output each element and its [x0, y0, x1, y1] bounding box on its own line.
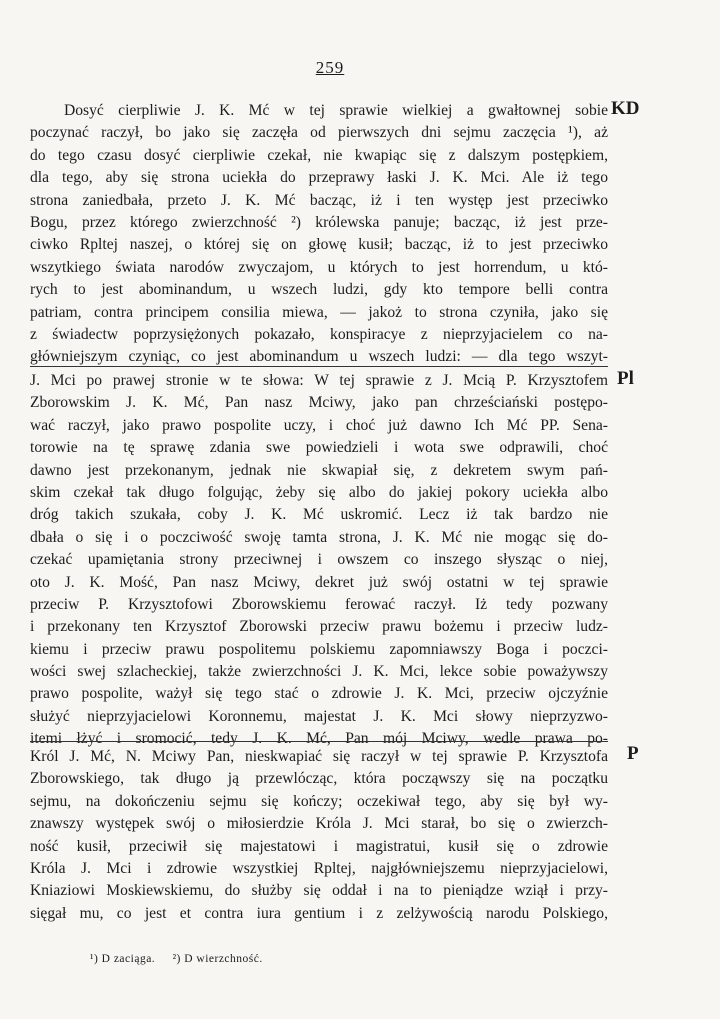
- text-line: znawszy występek swój o miłosierdzie Króla J. Mci starał, bo się o zwierzch-: [30, 815, 608, 833]
- text-line: Bogu, przez którego zwierzchność ²) królewska panuje; bacząc, iż jest prze-: [30, 213, 608, 231]
- text-line: dróg takich szukała, coby J. K. Mć uskromić. Lecz iż tak bardzo nie: [30, 506, 608, 524]
- text-line: Kniaziowi Moskiewskiemu, do służby się oddał i na to pieniądze wziął i przy-: [30, 882, 608, 900]
- text-line: sięgał mu, co jest et contra iura gentium i z zelżywością narodu Polskiego,: [30, 904, 608, 922]
- text-line: ność kusił, przeciwił się majestatowi i magistratui, kusił się o zdrowie: [30, 837, 608, 855]
- text-line: dbała o się i o poczciwość swoję tamta strona, J. K. Mć nie mogąc się do-: [30, 528, 608, 546]
- section-pl-text: [30, 370, 608, 751]
- text-line: torowie na tę sprawę zdania swe powiedzieli i wota swe odprawili, choć: [30, 439, 608, 457]
- text-line: oto J. K. Mość, Pan nasz Mciwy, dekret już swój ostatni w tej sprawie: [30, 573, 608, 591]
- text-line: wać raczył, jako prawo pospolite uczy, i choć już dawno Ich Mć PP. Sena-: [30, 416, 608, 434]
- text-line: Zborowskiego, tak długo ją przewlócząc, która począwszy się na początku: [30, 770, 608, 788]
- text-line: główniejszym czyniąc, co jest abominandum u wszech ludzi: — dla tego wszyt-: [30, 348, 608, 366]
- text-line: J. Mci po prawej stronie w te słowa: W tej sprawie z J. Mcią P. Krzysztofem: [30, 372, 608, 389]
- text-line: kiemu i przeciw prawu pospolitemu polskiemu zapomniawszy Boga i poczci-: [30, 640, 608, 658]
- section-siglum-pl: Pl: [617, 368, 634, 389]
- text-line: Króla J. Mci i zdrowie wszystkiej Rpltej, najgłówniejszemu nieprzyjacielowi,: [30, 859, 608, 877]
- text-line: poczynać raczył, bo jako się zaczęła od pierwszych dni sejmu zaczęcia ¹), aż: [30, 124, 608, 142]
- text-line: itemi łżyć i sromocić, tedy J. K. Mć, Pan mój Mciwy, wedle prawa po-: [30, 730, 608, 748]
- text-line: wości swej szlacheckiej, także zwierzchności J. K. Mci, lekce sobie poważywszy: [30, 663, 608, 681]
- text-line: Zborowskim J. K. Mć, Pan nasz Mciwy, jako pan chrześciański postępo-: [30, 394, 608, 412]
- text-line: do tego czasu dosyć cierpliwie czekał, nie kwapiąc się z dalszym postępkiem,: [30, 146, 608, 164]
- text-line: sejmu, na dokończeniu sejmu się kończy; oczekiwał tego, aby się był wy-: [30, 792, 608, 810]
- text-line: strona zaniedbała, przeto J. K. Mć bacząc, iż i ten występ jest przeciwko: [30, 191, 608, 209]
- footnote: ¹) D zaciąga.: [90, 953, 156, 965]
- text-line: służyć nieprzyjacielowi Koronnemu, majestat J. K. Mci słowy nieprzyzwo-: [30, 707, 608, 725]
- footnotes: [90, 953, 277, 965]
- text-line: dla tego, aby się strona uciekła do przeprawy łaski J. K. Mci. Ale iż tego: [30, 169, 608, 187]
- text-line: dawno jest przekonanym, jednak nie skwapiał się, z dekretem swym pań-: [30, 461, 608, 479]
- section-kd-text: [30, 100, 608, 369]
- section-divider: [30, 366, 608, 367]
- text-line: skim czekał tak długo folgując, żeby się albo do jakiej pokory uciekła albo: [30, 483, 608, 501]
- text-line: rych to jest abominandum, u wszech ludzi, gdy kto tempore belli contra: [30, 281, 608, 299]
- page-number: 259: [315, 58, 345, 77]
- text-line: czekać upamiętania strony przeciwnej i owszem co inszego słysząc o niej,: [30, 551, 608, 569]
- text-line: Dosyć cierpliwie J. K. Mć w tej sprawie wielkiej a gwałtownej sobie: [64, 102, 608, 119]
- text-line: i przekonany ten Krzysztof Zborowski przeciw prawu bożemu i przeciw ludz-: [30, 618, 608, 636]
- text-line: prawo pospolite, ważył się tego stać o zdrowie J. K. Mci, przeciw ojczyźnie: [30, 685, 608, 703]
- text-line: Król J. Mć, N. Mciwy Pan, nieskwapiać się raczył w tej sprawie P. Krzysztofa: [30, 748, 608, 765]
- text-line: ciwko Rpltej naszej, o której się on głowę kusił; bacząc, iż to jest przeciwko: [30, 236, 608, 254]
- section-p-text: [30, 746, 608, 925]
- text-line: z świadectw poprzysiężonych pokazało, konspiracye z nieprzyjacielem co na-: [30, 325, 608, 343]
- text-line: przeciw P. Krzysztofowi Zborowskiemu ferować raczył. Iż tedy pozwany: [30, 595, 608, 613]
- footnote: ²) D wierzchność.: [172, 953, 263, 965]
- text-line: patriam, contra principem consilia miewa, — jakoż to strona czyniła, jako się: [30, 303, 608, 321]
- section-siglum-kd: KD: [611, 98, 640, 119]
- text-line: wszytkiego świata narodów zwyczajom, u których to jest horrendum, u któ-: [30, 258, 608, 276]
- section-siglum-p: P: [627, 743, 639, 764]
- section-divider: [30, 741, 608, 742]
